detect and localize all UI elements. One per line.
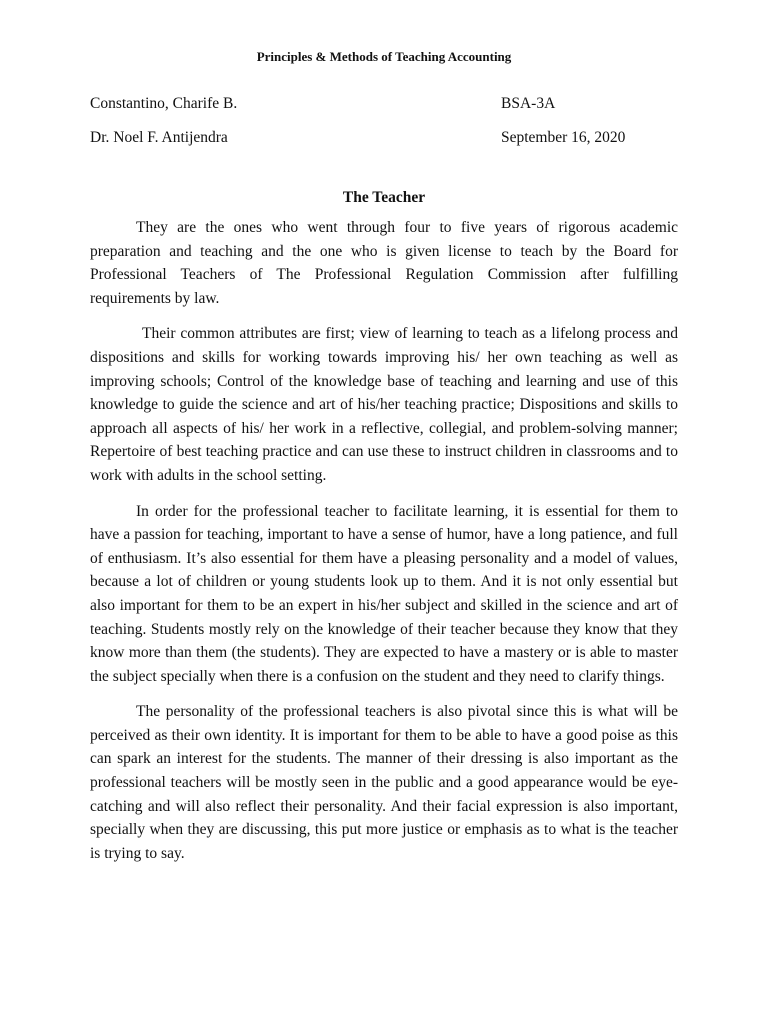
instructor-name: Dr. Noel F. Antijendra [90,129,228,146]
document-body [90,216,678,877]
student-name: Constantino, Charife B. [90,95,238,112]
paragraph-attributes: Their common attributes are first; view of learning to teach as a lifelong process and dispositions and skills for working towards improving his/ her own teaching as well as improving schools; Control of the knowledge base of teaching and learning and use of this knowledge to guide the science and art of his/her teaching practice; Dispositions and skills to approach all aspects of his/ her work in a reflective, collegial, and problem-solving manner; Repertoire of best teaching practice and can use these to instruct children in classrooms and to work with adults in the school setting. [90,325,678,484]
document-title: The Teacher [342,189,426,206]
paragraph-facilitate-learning: In order for the professional teacher to facilitate learning, it is essential for them to have a passion for teaching, important to have a sense of humor, have a long patience, and full of enthusiasm. It’s also essential for them have a pleasing personality and a model of values, because a lot of children or young students look up to them. And it is not only essential but also important for them to be an expert in his/her subject and skilled in the science and art of teaching. Students mostly rely on the knowledge of their teacher because they know that they know more than them (the students). They are expected to have a mastery or is able to master the subject specially when there is a confusion on the student and they need to clarify things. [90,502,678,685]
paragraph-personality: The personality of the professional teachers is also pivotal since this is what will be perceived as their own identity. It is important for them to be able to have a good poise as this can spark an interest for the students. The manner of their dressing is also important as the professional teachers will be mostly seen in the public and a good appearance would be eye-catching and will also reflect their personality. And their facial expression is also important, specially when they are discussing, this put more justice or emphasis as to what is the teacher is trying to say. [90,703,678,862]
section-label: BSA-3A [501,95,556,112]
course-title: Principles & Methods of Teaching Accounting [256,49,512,64]
paragraph-definition: They are the ones who went through four to five years of rigorous academic preparation and teaching and the one who is given license to teach by the Board for Professional Teachers of The Professional Regulation Commission after fulfilling requirements by law. [90,219,678,307]
document-date: September 16, 2020 [501,129,626,146]
